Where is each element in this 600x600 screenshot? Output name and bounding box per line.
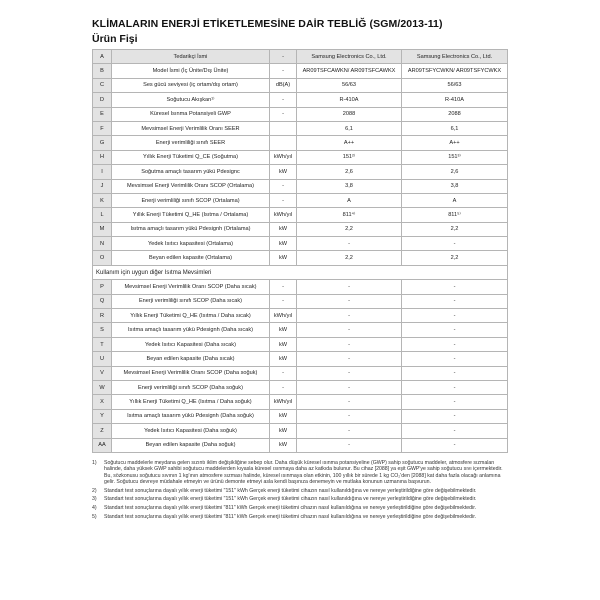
row-code: X [93,395,112,409]
unit-cell: kW [270,251,297,265]
row-code: P [93,280,112,294]
row-label: Mevsimsel Enerji Verimlilik Oranı SCOP (Ortalama) [112,179,270,193]
value-cell-2: - [402,352,508,366]
value-cell-2: - [402,309,508,323]
value-cell-2: - [402,409,508,423]
footnote-text: Standart test sonuçlarına dayalı yıllık enerji tüketimi "811" kWh Gerçek enerji tüketimi cihazın nasıl kullanıldığına ve nereye yerleştirildiğine göre değişebilmektedir. [104,513,477,520]
table-row [93,380,508,394]
row-label: Mevsimsel Enerji Verimlilik Oranı SCOP (Daha soğuk) [112,366,270,380]
value-cell-1: - [297,280,402,294]
value-cell-2: A [402,193,508,207]
value-cell-2: - [402,366,508,380]
section-label: Kullanım için uygun diğer Isıtma Mevsimleri [93,265,508,279]
row-code: H [93,150,112,164]
value-cell-2: 2,2 [402,222,508,236]
row-code: L [93,208,112,222]
footnote-number: 5) [92,513,97,520]
row-label: Mevsimsel Enerji Verimlilik Oranı SEER [112,121,270,135]
value-cell-2: 2,6 [402,165,508,179]
unit-cell: kW [270,222,297,236]
value-cell-1: A++ [297,136,402,150]
row-code: K [93,193,112,207]
supplier-value-2: Samsung Electronics Co., Ltd. [402,50,508,64]
row-label: Yedek Isıtıcı Kapasitesi (Daha sıcak) [112,337,270,351]
footnote [92,505,504,511]
row-code: S [93,323,112,337]
value-cell-2: - [402,380,508,394]
unit-cell: - [270,280,297,294]
table-row [93,323,508,337]
value-cell-1: R-410A [297,93,402,107]
row-code: M [93,222,112,236]
table-row [93,64,508,78]
row-label: Isıtma amaçlı tasarım yükü Pdesignh (Daha soğuk) [112,409,270,423]
unit-cell: - [270,366,297,380]
table-row [93,237,508,251]
footnote-text: Standart test sonuçlarına dayalı yıllık enerji tüketimi "151" kWh Gerçek enerji tüketimi cihazın nasıl kullanıldığına ve nereye yerleştirildiğine göre değişebilmektedir. [104,496,477,503]
row-code: W [93,380,112,394]
row-label: Model İsmi (İç Ünite/Dış Ünite) [112,64,270,78]
value-cell-1: 2,6 [297,165,402,179]
row-label: Yıllık Enerji Tüketimi Q_HE (Isıtma / Daha sıcak) [112,309,270,323]
table-row [93,366,508,380]
table-row [93,251,508,265]
row-label: Mevsimsel Enerji Verimlilik Oranı SCOP (Daha sıcak) [112,280,270,294]
row-label: Enerji verimliliği sınıfı SCOP (Daha sıcak) [112,294,270,308]
row-code: U [93,352,112,366]
row-label: Yıllık Enerji Tüketimi Q_HE (Isıtma / Ortalama) [112,208,270,222]
value-cell-1: - [297,352,402,366]
value-cell-1: - [297,409,402,423]
value-cell-1: - [297,237,402,251]
table-row [93,165,508,179]
value-cell-2: - [402,280,508,294]
value-cell-2: 3,8 [402,179,508,193]
row-code: Z [93,424,112,438]
value-cell-2: 56/63 [402,78,508,92]
supplier-label: Tedarikçi İsmi [112,50,270,64]
unit-cell: kW [270,323,297,337]
table-row [93,309,508,323]
unit-cell: - [270,380,297,394]
unit-cell: kWh/yıl [270,395,297,409]
table-row [93,179,508,193]
table-row [93,337,508,351]
value-cell-1: - [297,294,402,308]
unit-cell: - [270,107,297,121]
row-label: Isıtma amaçlı tasarım yükü Pdesignh (Ortalama) [112,222,270,236]
row-label: Isıtma amaçlı tasarım yükü Pdesignh (Daha sıcak) [112,323,270,337]
row-label: Yedek Isıtıcı kapasitesi (Ortalama) [112,237,270,251]
value-cell-2: - [402,424,508,438]
table-row [93,107,508,121]
unit-cell: dB(A) [270,78,297,92]
row-code: Y [93,409,112,423]
table-row [93,395,508,409]
row-code: E [93,107,112,121]
unit-cell: kW [270,337,297,351]
document-subtitle: Ürün Fişi [92,33,138,45]
section-row [93,265,508,279]
row-code: B [93,64,112,78]
footnote-number: 1) [92,460,97,466]
row-label: Beyan edilen kapasite (Daha sıcak) [112,352,270,366]
value-cell-2: A++ [402,136,508,150]
row-label: Beyan edilen kapasite (Ortalama) [112,251,270,265]
row-label: Ses gücü seviyesi (iç ortam/dış ortam) [112,78,270,92]
product-fiche-table [92,49,508,453]
unit-cell: kW [270,165,297,179]
table-row [93,438,508,452]
value-cell-2: 151³⁾ [402,150,508,164]
value-cell-2: 811⁵⁾ [402,208,508,222]
table-row [93,78,508,92]
unit-cell: - [270,93,297,107]
footnote-text: Standart test sonuçlarına dayalı yıllık enerji tüketimi "811" kWh Gerçek enerji tüketimi cihazın nasıl kullanıldığına ve nereye yerleştirildiğine göre değişebilmektedir. [104,505,477,511]
value-cell-1: 2,2 [297,222,402,236]
table-header-row [93,50,508,64]
footnote [92,460,504,486]
unit-cell [270,121,297,135]
value-cell-1: - [297,380,402,394]
supplier-value-1: Samsung Electronics Co., Ltd. [297,50,402,64]
value-cell-2: 2088 [402,107,508,121]
row-label: Yıllık Enerji Tüketimi Q_CE (Soğutma) [112,150,270,164]
value-cell-1: 2088 [297,107,402,121]
value-cell-2: - [402,438,508,452]
value-cell-1: 151²⁾ [297,150,402,164]
footnote-text: Soğutucu maddelerle meydana gelen sızıntı iklim değişikliğine sebep olur. Daha düşük küresel ısınma potansiyeline (GWP) sahip soğutucu maddeler, atmosfere sızmaları halinde, daha yüksek GWP sahibi soğutucu maddelerden kıyasla küresel ısınmaya daha az katkıda bulunur. Bu cihaz [2088] ya eşit GWP'ye sahip soğutucu sıvı içermektedir. Bu, sözkonusu soğutucu sıvının 1 kg'ının atmosfere sızması halinde, küresel ısınmaya olan etkinin, 100 yıllık bir sürede 1 kg CO₂'den [2088] kat daha fazla olacağı anlamına gelir. Soğutucu devreye müdahale etmeyin ve ürünü demonte etmeyi asla kendi başınıza denemeyin ve mutlaka konunun uzmanına başvurun. [104,460,503,486]
row-label: Enerji verimliliği sınıfı SCOP (Daha soğuk) [112,380,270,394]
unit-cell: kWh/yıl [270,309,297,323]
table-row [93,93,508,107]
row-label: Yedek Isıtıcı Kapasitesi (Daha soğuk) [112,424,270,438]
table-row [93,150,508,164]
row-code: AA [93,438,112,452]
footnote-number: 3) [92,496,97,503]
table-row [93,280,508,294]
table-row [93,208,508,222]
row-label: Küresel Isınma Potansiyeli GWP [112,107,270,121]
row-code: D [93,93,112,107]
value-cell-2: 2,2 [402,251,508,265]
value-cell-1: AR09TSFCAWKN/ AR09TSFCAWKX [297,64,402,78]
value-cell-1: - [297,337,402,351]
row-code: O [93,251,112,265]
value-cell-1: 3,8 [297,179,402,193]
value-cell-2: - [402,337,508,351]
value-cell-2: - [402,395,508,409]
value-cell-1: A [297,193,402,207]
footnote [92,488,504,494]
value-cell-1: - [297,323,402,337]
table-row [93,136,508,150]
document-title: KLİMALARIN ENERJİ ETİKETLEMESİNE DAİR TEBLİĞ (SGM/2013-11) [92,18,443,30]
footnote-text: Standart test sonuçlarına dayalı yıllık enerji tüketimi "151" kWh Gerçek enerji tüketimi cihazın nasıl kullanıldığına ve nereye yerleştirildiğine göre değişebilmektedir. [104,487,477,494]
footnote [92,496,504,502]
table-row [93,352,508,366]
unit-cell: kW [270,424,297,438]
value-cell-2: - [402,323,508,337]
unit-cell: - [270,64,297,78]
row-label: Enerji verimliliği sınıfı SCOP (Ortalama) [112,193,270,207]
unit-cell: kWh/yıl [270,208,297,222]
unit-cell: - [270,179,297,193]
unit-cell: - [270,294,297,308]
value-cell-2: R-410A [402,93,508,107]
value-cell-1: 56/63 [297,78,402,92]
unit-cell [270,136,297,150]
value-cell-1: 2,2 [297,251,402,265]
unit-cell: - [270,193,297,207]
row-code: V [93,366,112,380]
value-cell-1: - [297,438,402,452]
row-label: Enerji verimliliği sınıfı SEER [112,136,270,150]
footnote [92,514,504,520]
row-code: N [93,237,112,251]
value-cell-1: - [297,395,402,409]
footnote-number: 2) [92,487,97,494]
unit-cell: kW [270,352,297,366]
row-code: J [93,179,112,193]
value-cell-1: - [297,366,402,380]
row-code: R [93,309,112,323]
unit-cell: - [270,50,297,64]
table-row [93,222,508,236]
value-cell-1: - [297,309,402,323]
value-cell-2: 6,1 [402,121,508,135]
row-code: Q [93,294,112,308]
row-code: G [93,136,112,150]
row-label: Yıllık Enerji Tüketimi Q_HE (Isıtma / Daha soğuk) [112,395,270,409]
table-row [93,294,508,308]
value-cell-1: 6,1 [297,121,402,135]
row-code: T [93,337,112,351]
table-row [93,409,508,423]
unit-cell: kWh/yıl [270,150,297,164]
row-code: C [93,78,112,92]
table-row [93,193,508,207]
row-label: Beyan edilen kapasite (Daha soğuk) [112,438,270,452]
row-code: F [93,121,112,135]
value-cell-2: AR09TSFYCWKN/ AR09TSFYCWKX [402,64,508,78]
value-cell-2: - [402,237,508,251]
unit-cell: kW [270,409,297,423]
value-cell-1: - [297,424,402,438]
row-code: I [93,165,112,179]
value-cell-1: 811⁴⁾ [297,208,402,222]
row-code: A [93,50,112,64]
footnote-number: 4) [92,505,97,511]
table-row [93,121,508,135]
value-cell-2: - [402,294,508,308]
row-label: Soğutma amaçlı tasarım yükü Pdesignc [112,165,270,179]
unit-cell: kW [270,237,297,251]
unit-cell: kW [270,438,297,452]
row-label: Soğutucu Akışkan¹⁾ [112,93,270,107]
footnotes [92,460,504,522]
table-row [93,424,508,438]
